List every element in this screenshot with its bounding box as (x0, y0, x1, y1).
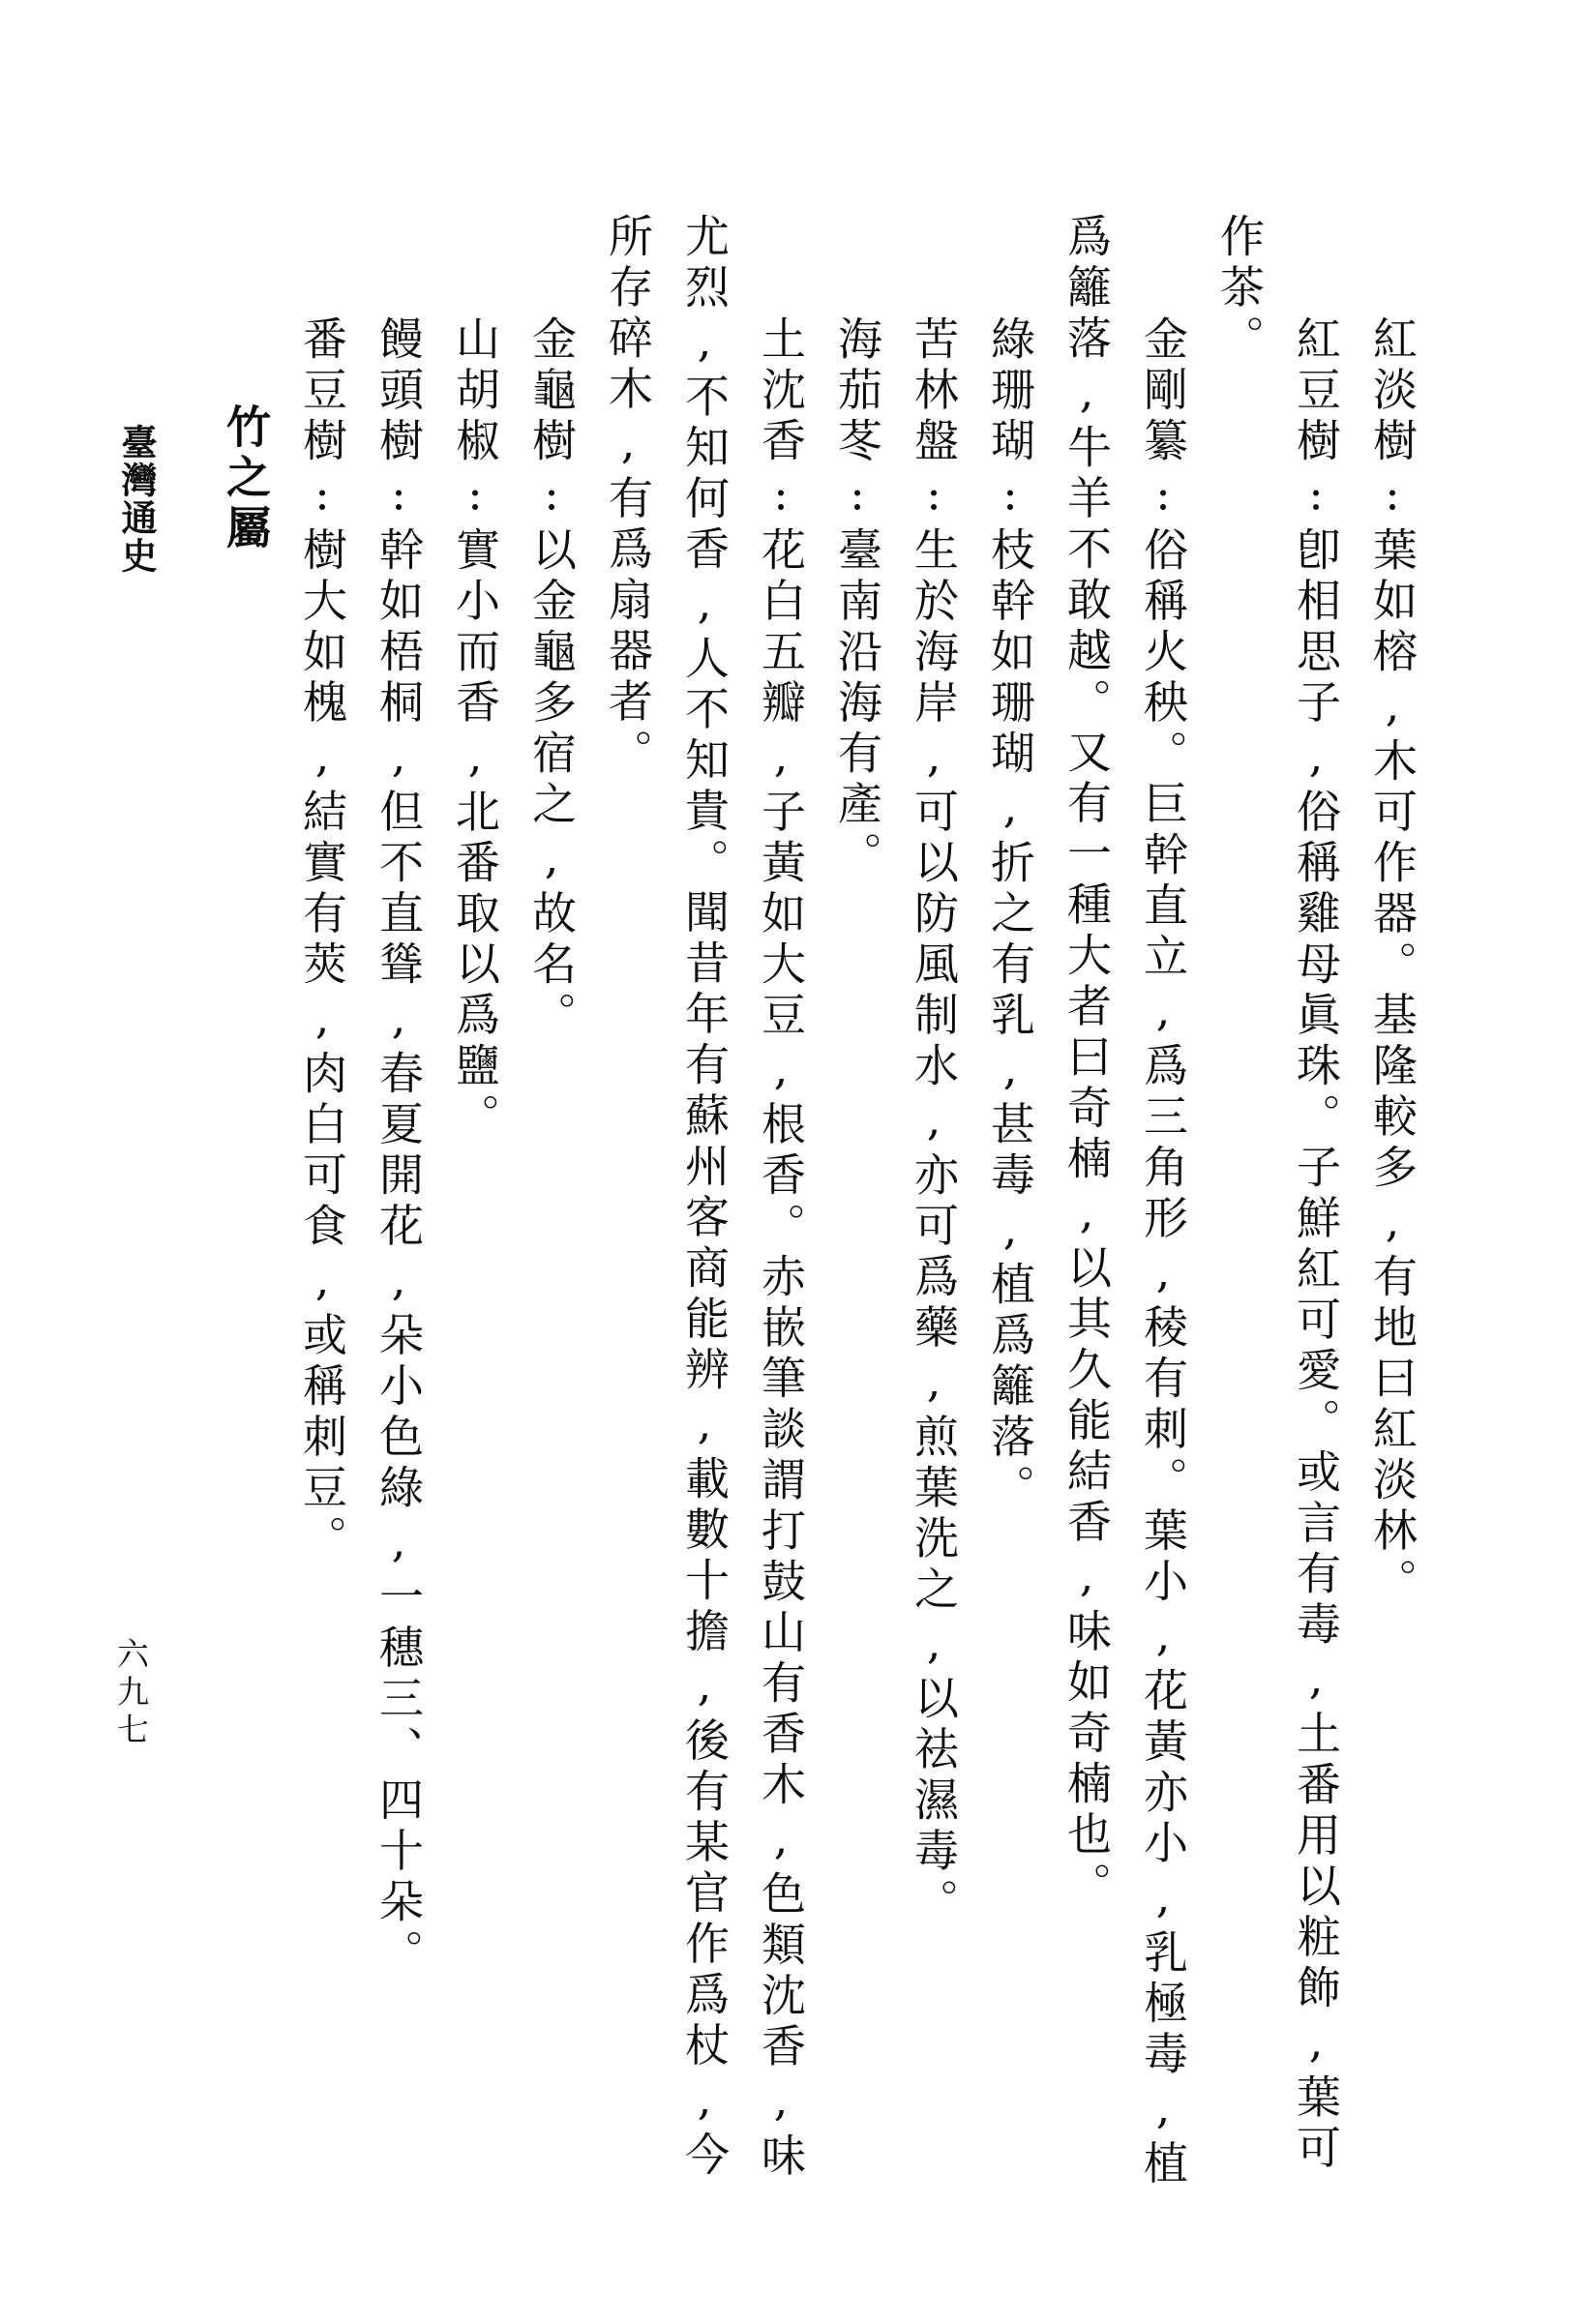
text-column-07: 苦林盤:生於海岸,可以防風制水,亦可爲藥,煎葉洗之,以祛濕毒。 (908, 315, 960, 1929)
text-column-06: 綠珊瑚:枝幹如珊瑚,折之有乳,甚毒,植爲籬落。 (984, 315, 1036, 1515)
text-column-04: 金剛纂:俗稱火秧。巨幹直立,爲三角形,稜有刺。葉小,花黃亦小,乳極毒,植 (1137, 315, 1189, 2190)
text-block (207, 213, 1430, 2190)
text-column-13: 山胡椒:實小而香,北番取以爲鹽。 (449, 315, 501, 1144)
text-column-11: 所存碎木,有爲扇器者。 (602, 213, 654, 780)
text-column-01: 紅淡樹:葉如榕,木可作器。基隆較多,有地曰紅淡林。 (1366, 315, 1419, 1609)
page-number: 六九七 (112, 1637, 150, 1750)
text-column-14: 饅頭樹:幹如梧桐,但不直聳,春夏開花,朵小色綠,一穗三、四十朵。 (373, 315, 425, 1980)
text-column-08: 海茄苳:臺南沿海有產。 (831, 315, 883, 882)
text-column-05: 爲籬落,牛羊不敢越。又有一種大者曰奇楠,以其久能結香,味如奇楠也。 (1060, 213, 1113, 1913)
text-column-10: 尤烈,不知何香,人不知貴。聞昔年有蘇州客商能辨,載數十擔,後有某官作爲杖,今 (678, 213, 731, 2182)
text-column-12: 金龜樹:以金龜多宿之,故名。 (525, 315, 578, 1042)
section-header: 竹之屬 (220, 403, 272, 554)
text-column-02: 紅豆樹:卽相思子,俗稱雞母眞珠。子鮮紅可愛。或言有毒,土番用以粧飾,葉可 (1290, 315, 1342, 2175)
text-column-09: 土沈香:花白五瓣,子黃如大豆,根香。赤嵌筆談謂打鼓山有香木,色類沈香,味 (755, 315, 807, 2183)
running-title: 臺灣通史 (115, 424, 158, 575)
text-column-15: 番豆樹:樹大如槐,結實有莢,肉白可食,或稱刺豆。 (296, 315, 348, 1565)
text-column-03: 作茶。 (1213, 213, 1266, 366)
